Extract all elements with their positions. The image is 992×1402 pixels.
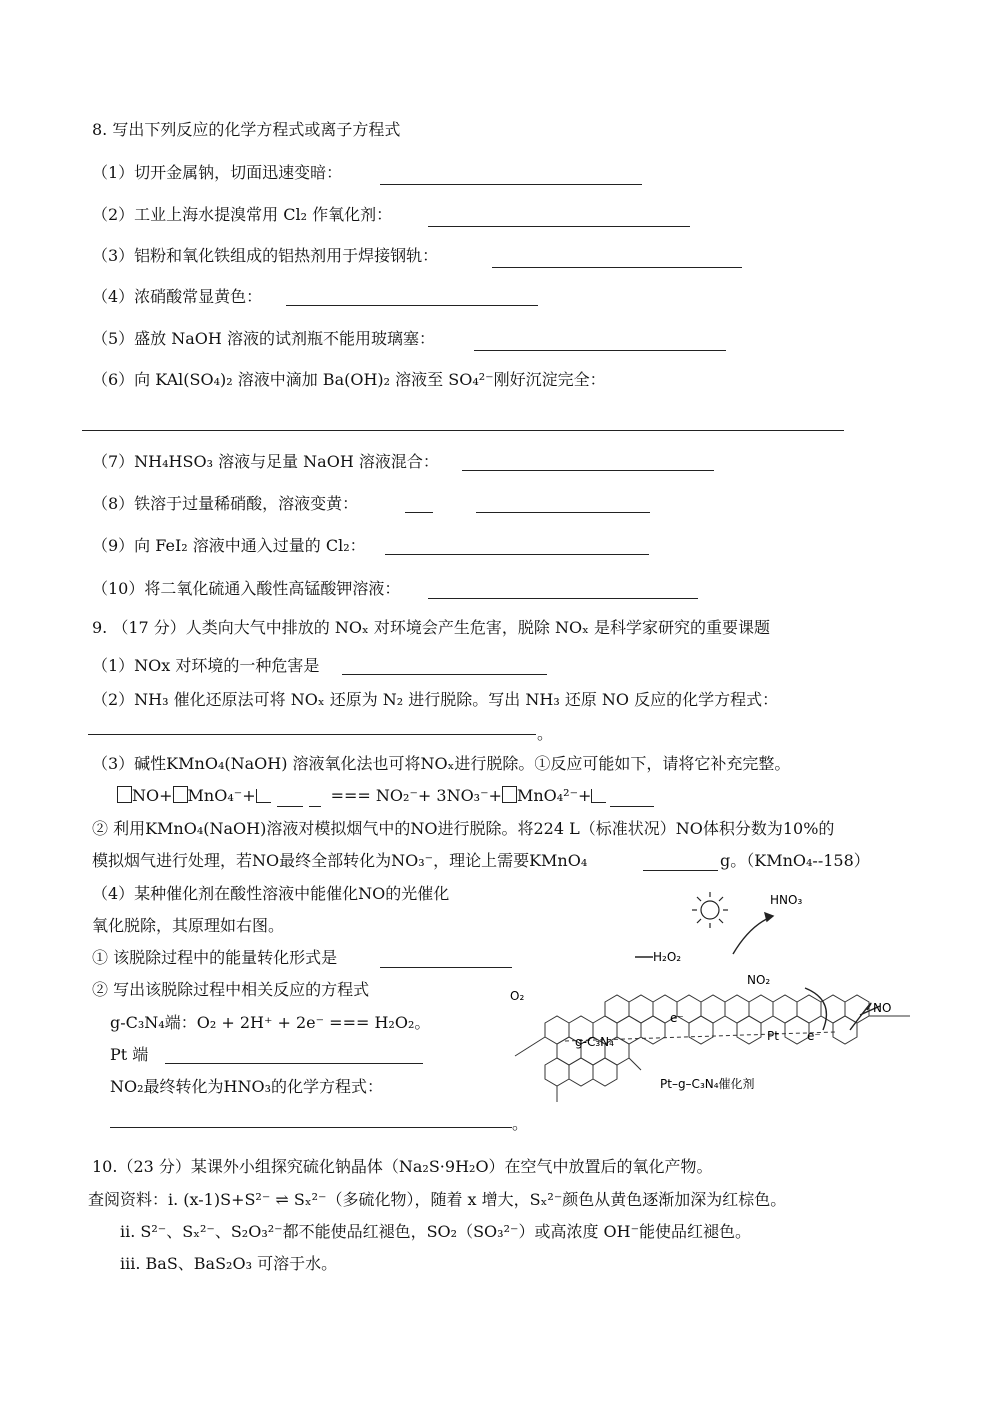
q9-gc3n4-eq: g-C₃N₄端：O₂ + 2H⁺ + 2e⁻ === H₂O₂。 (110, 1013, 431, 1032)
q9-pt-label: Pt 端 (110, 1045, 149, 1064)
q8-item-10: （10）将二氧化硫通入酸性高锰酸钾溶液： (92, 579, 401, 598)
label-pt: Pt (767, 1029, 779, 1043)
q9-answer-pt[interactable] (165, 1063, 423, 1064)
q9-no2-label: NO₂最终转化为HNO₃的化学方程式： (110, 1077, 384, 1096)
q8-answer-9[interactable] (385, 554, 649, 555)
q8-answer-5[interactable] (474, 350, 726, 351)
coef-box-mno4[interactable] (173, 786, 188, 803)
q9-part3: （3）碱性KMnO₄(NaOH) 溶液氧化法也可将NOₓ进行脱除。①反应可能如下，请将它补充完整。 (92, 754, 791, 773)
q9-answer-no2[interactable] (110, 1127, 512, 1128)
q8-answer-8[interactable] (476, 512, 650, 513)
q8-item-3: （3）铝粉和氧化铁组成的铝热剂用于焊接钢轨： (92, 246, 439, 265)
q8-answer-4[interactable] (286, 305, 538, 306)
label-e1: e⁻ (670, 1011, 684, 1025)
q9-equation (117, 786, 654, 807)
q9-part3-2a: ② 利用KMnO₄(NaOH)溶液对模拟烟气中的NO进行脱除。将224 L（标准状况）NO体积分数为10%的 (92, 819, 835, 838)
q8-item-9: （9）向 FeI₂ 溶液中通入过量的 Cl₂： (92, 536, 366, 555)
q9-part4-1: ① 该脱除过程中的能量转化形式是 (92, 948, 338, 967)
q8-item-8: （8）铁溶于过量稀硝酸，溶液变黄： (92, 494, 359, 513)
q9-part3-2b: 模拟烟气进行处理，若NO最终全部转化为NO₃⁻，理论上需要KMnO₄ (92, 851, 588, 870)
label-no2: NO₂ (747, 973, 771, 987)
q8-item-5: （5）盛放 NaOH 溶液的试剂瓶不能用玻璃塞： (92, 329, 435, 348)
q8-item-6: （6）向 KAl(SO₄)₂ 溶液中滴加 Ba(OH)₂ 溶液至 SO₄²⁻刚好沉淀完全： (92, 370, 606, 389)
label-gc3n4: g-C₃N₄ (575, 1035, 614, 1049)
q9-part2-end: 。 (537, 724, 554, 743)
eq-mno4: MnO₄⁻+ (187, 786, 256, 805)
q8-answer-7[interactable] (462, 470, 714, 471)
q10-ref-i: 查阅资料：i. (x-1)S+S²⁻ ⇌ Sₓ²⁻（多硫化物），随着 x 增大，Sₓ²⁻颜色从黄色逐渐加深为红棕色。 (88, 1190, 787, 1209)
q8-item-1: （1）切开金属钠，切面迅速变暗： (92, 163, 343, 182)
q9-title: 9. （17 分）人类向大气中排放的 NOₓ 对环境会产生危害，脱除 NOₓ 是科学家研究的重要课题 (92, 618, 770, 637)
eq-no: NO+ (132, 786, 173, 805)
q9-answer-2[interactable] (88, 734, 536, 735)
label-o2: O₂ (510, 989, 525, 1003)
q8-item-2: （2）工业上海水提溴常用 Cl₂ 作氧化剂： (92, 205, 393, 224)
q8-answer-6[interactable] (82, 430, 844, 431)
q9-part4a: （4）某种催化剂在酸性溶液中能催化NO的光催化 (92, 884, 450, 903)
q9-part4-2: ② 写出该脱除过程中相关反应的方程式 (92, 980, 370, 999)
species-blank-1[interactable] (277, 786, 303, 807)
label-e2: e⁻ (807, 1029, 821, 1043)
coef-box-6[interactable] (591, 789, 606, 803)
q8-answer-3[interactable] (492, 267, 742, 268)
q10-ref-ii: ii. S²⁻、Sₓ²⁻、S₂O₃²⁻都不能使品红褪色，SO₂（SO₃²⁻）或高浓度 OH⁻能使品红褪色。 (120, 1222, 752, 1241)
q9-answer-3-2[interactable] (643, 870, 718, 871)
q8-item-7: （7）NH₄HSO₃ 溶液与足量 NaOH 溶液混合： (92, 452, 439, 471)
eq-mno42: MnO₄²⁻+ (516, 786, 592, 805)
coef-box-mno42[interactable] (502, 786, 517, 803)
q8-answer-1[interactable] (380, 184, 642, 185)
label-hno3: HNO₃ (770, 893, 803, 907)
q9-answer-4-1[interactable] (380, 967, 512, 968)
q9-part3-2c: g。（KMnO₄--158） (720, 851, 870, 870)
coef-box-no[interactable] (117, 786, 132, 803)
species-blank-2[interactable] (610, 786, 654, 807)
q10-ref-iii: iii. BaS、BaS₂O₃ 可溶于水。 (120, 1254, 338, 1273)
q9-part2: （2）NH₃ 催化还原法可将 NOₓ 还原为 N₂ 进行脱除。写出 NH₃ 还原 NO 反应的化学方程式： (92, 690, 779, 709)
eq-products: === NO₂⁻+ 3NO₃⁻+ (330, 786, 502, 805)
label-h2o2: H₂O₂ (653, 950, 682, 964)
q8-title: 8. 写出下列反应的化学方程式或离子方程式 (92, 120, 401, 139)
species-blank-1b (309, 786, 321, 807)
label-no: NO (873, 1001, 892, 1015)
q9-answer-1[interactable] (342, 674, 547, 675)
q10-title: 10.（23 分）某课外小组探究硫化钠晶体（Na₂S·9H₂O）在空气中放置后的氧化产物。 (92, 1157, 713, 1176)
q9-part4b: 氧化脱除，其原理如右图。 (92, 916, 285, 935)
sun-icon (692, 892, 728, 928)
q8-answer-8a (405, 512, 433, 513)
coef-box-3[interactable] (256, 789, 271, 803)
diagram-caption: Pt–g–C₃N₄催化剂 (660, 1077, 755, 1091)
q9-part1: （1）NOx 对环境的一种危害是 (92, 656, 320, 675)
q8-item-4: （4）浓硝酸常显黄色： (92, 287, 263, 306)
q8-answer-10[interactable] (428, 598, 698, 599)
catalyst-diagram (505, 880, 920, 1110)
q8-answer-2[interactable] (428, 226, 690, 227)
q9-part4-end: 。 (512, 1114, 529, 1133)
